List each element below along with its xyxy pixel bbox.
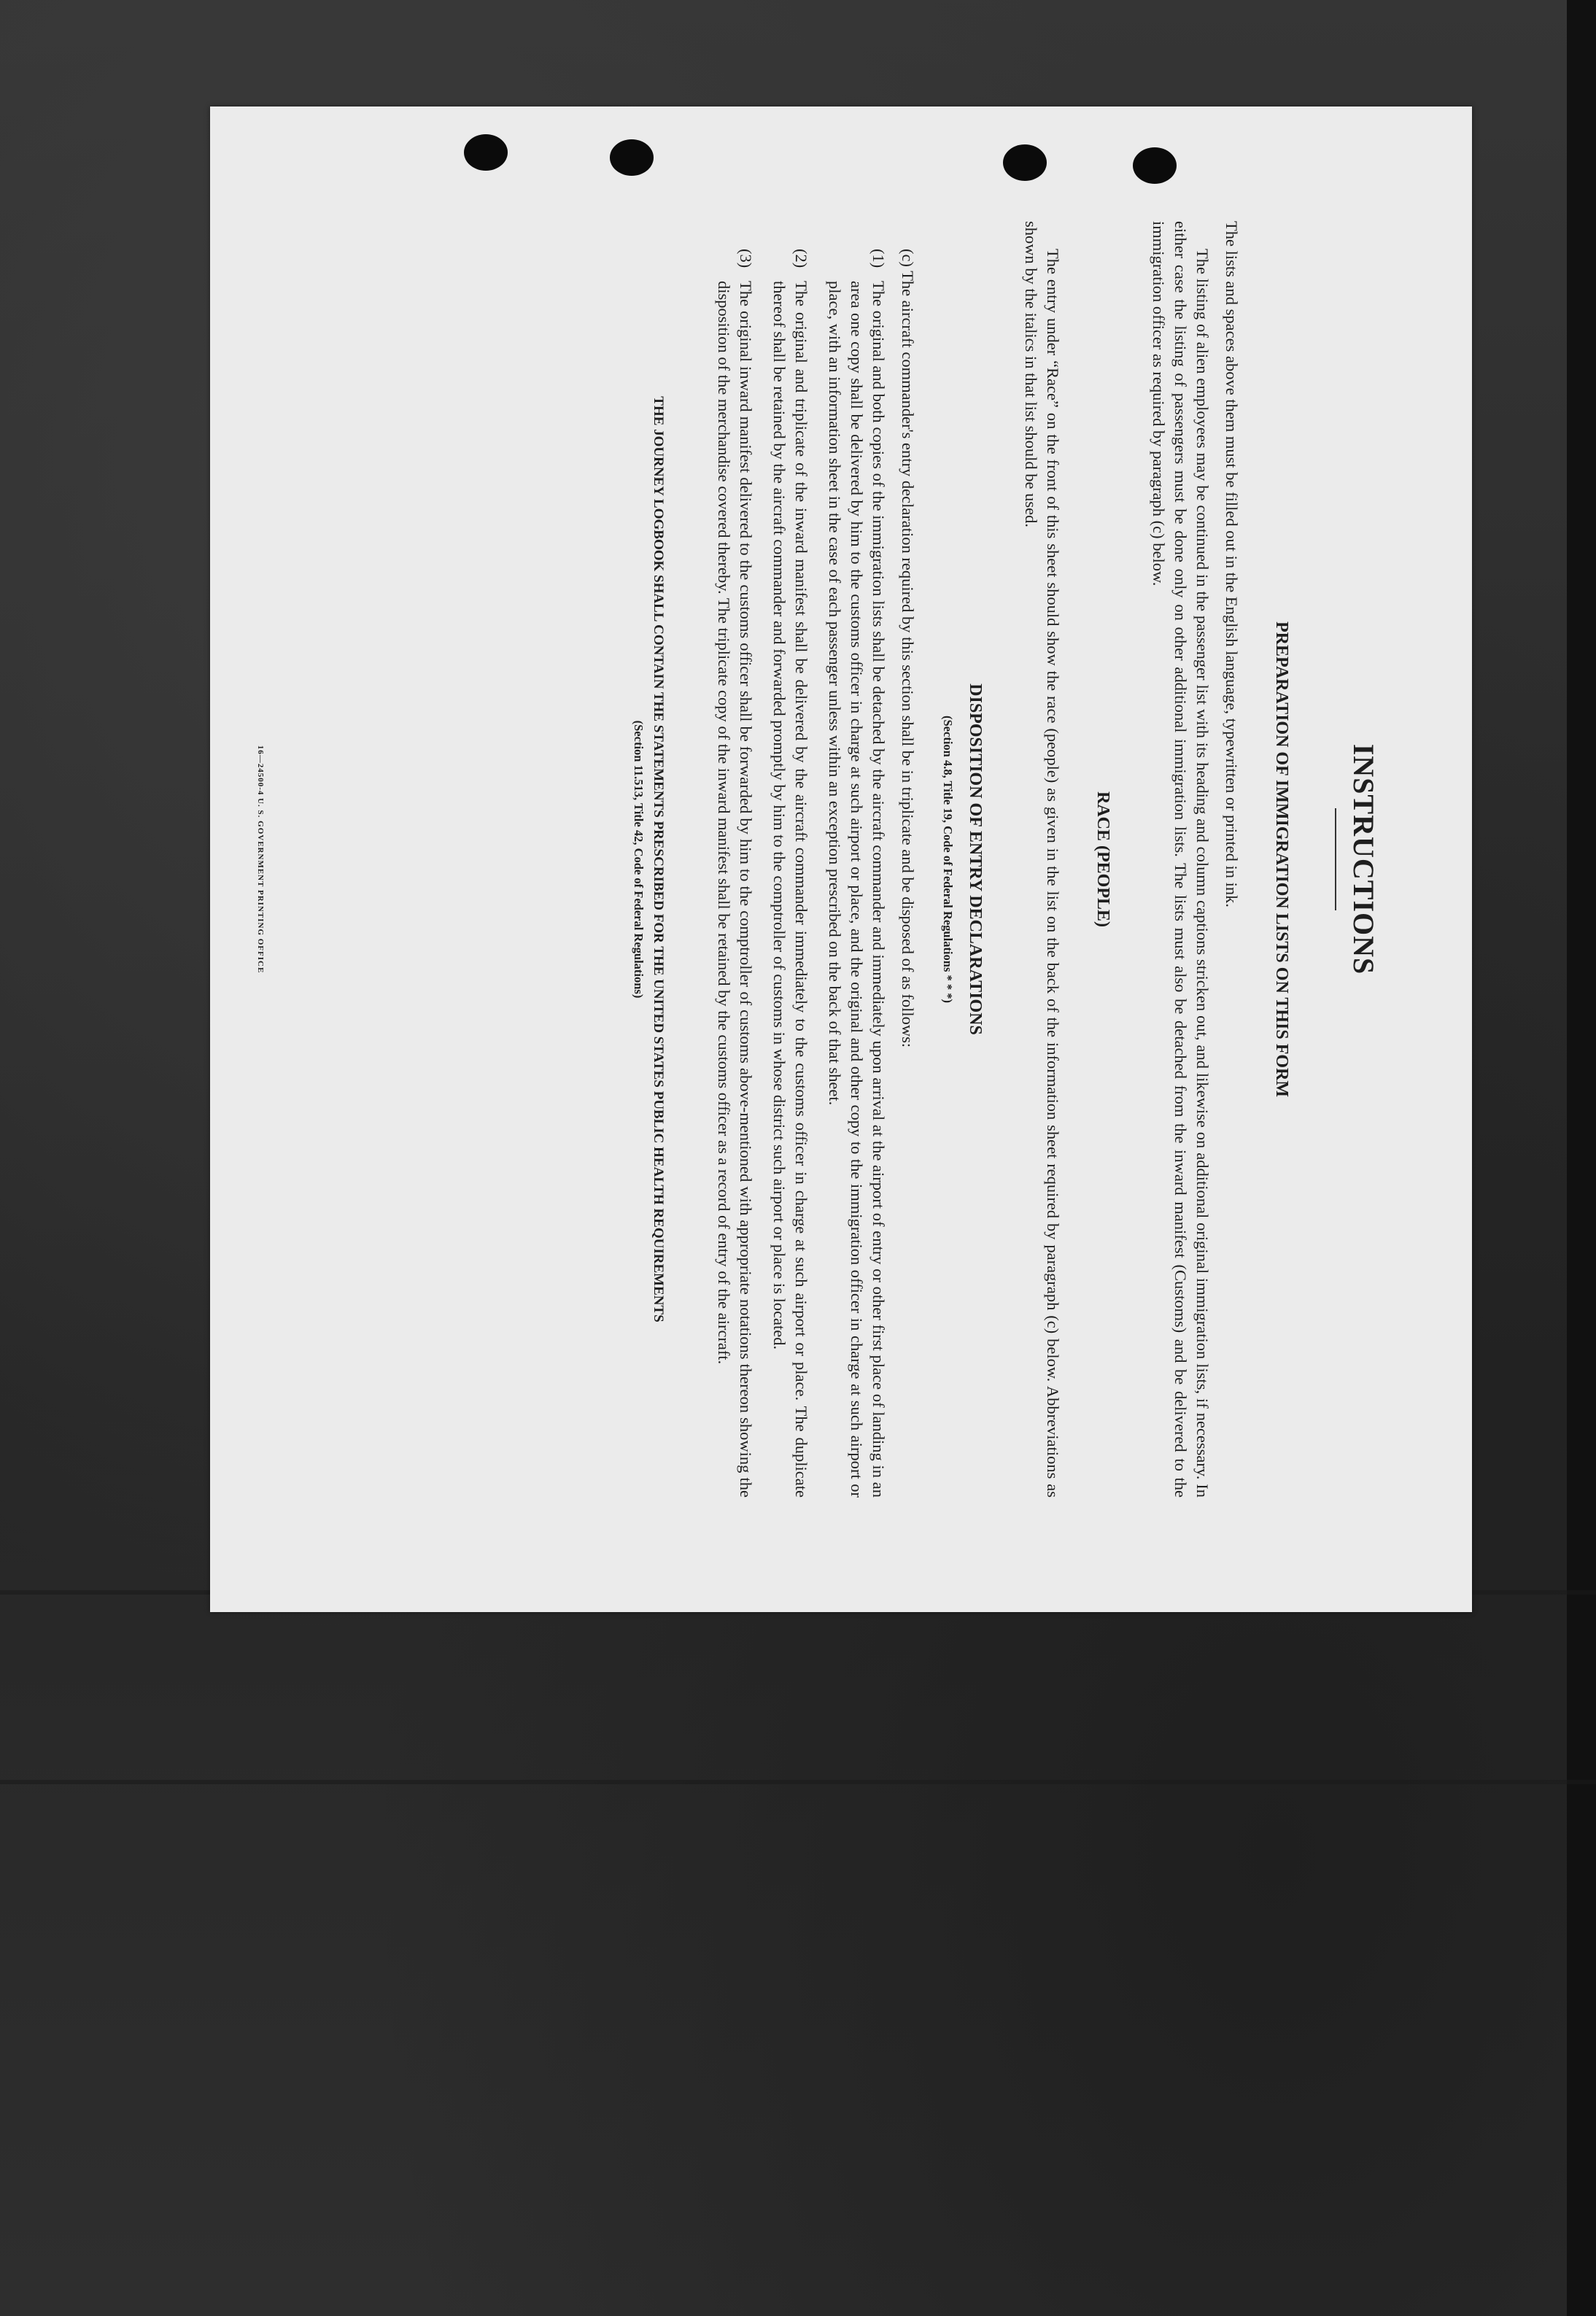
rotated-content [257,185,1425,1534]
punch-hole [464,134,508,171]
paragraph-2: The listing of alien employees may be continued in the passenger list with its heading and column captions stricken out, and likewise on additional original immigration lists, if necessary. In either case the listing of passengers must be done only on other additional immigration lists. The lists must also be detached from the inward manifest (Customs) and be delivered to the immigration officer as required by paragraph (c) below. [1150,221,1212,1498]
footer-citation: (Section 11.513, Title 42, Code of Federal Regulations) [632,720,646,999]
disposition-heading: DISPOSITION OF ENTRY DECLARATIONS [966,683,985,1035]
list-item [812,249,889,1498]
paragraph-1: The lists and spaces above them must be filled out in the English language, typewritten or printed in ink. [1223,221,1241,908]
film-edge [1567,0,1596,2316]
race-text: The entry under “Race” on the front of this sheet should show the race (people) as given in the list on the back of the information sheet required by paragraph (c) below. Abbreviations as shown by the italics in that list should be used. [1022,221,1062,1498]
section-title: PREPARATION OF IMMIGRATION LISTS ON THIS FORM [1272,621,1291,1098]
document-page [210,106,1472,1612]
race-heading: RACE (PEOPLE) [1093,791,1112,927]
printer-line: 16—24500-4 U. S. GOVERNMENT PRINTING OFFICE [256,745,265,974]
item-text: The original inward manifest delivered to the customs officer shall be forwarded by him to the comptroller of customs above-mentioned with appropriate notations thereon showing the disposition of the merchandise covered thereby. The triplicate copy of the inward manifest shall be retained by the customs officer as a record of entry of the aircraft. [715,281,755,1498]
footer-statement: THE JOURNEY LOGBOOK SHALL CONTAIN THE STATEMENTS PRESCRIBED FOR THE UNITED STATES PUBLIC HEALTH REQUIREMENTS [651,396,666,1322]
item-text: The original and both copies of the immigration lists shall be detached by the aircraft commander and immediately upon arrival at the airport of entry or other first place of landing in an area one copy shall be delivered by him to the customs officer in charge at such airport or place, and the original and other copy to the immigration officer in charge at such airport or place, with an information sheet in the case of each passenger unless within an exception prescribed on the back of that sheet. [826,281,888,1498]
list-item [701,249,756,1498]
film-band [0,1780,1596,1784]
punch-hole [1003,144,1047,181]
item-number: (1) [869,249,888,268]
list-item [756,249,812,1498]
item-text: The original and triplicate of the inward manifest shall be delivered by the aircraft commander immediately to the customs officer in charge at such airport or place. The duplicate thereof shall be retained by the aircraft commander and forwarded promptly by him to the comptroller of customs in whose district such airport or place is located. [770,281,810,1498]
item-number: (2) [792,249,810,268]
paragraph-c: (c) The aircraft commander's entry declaration required by this section shall be in triplicate and be disposed of as follows: [899,249,917,1048]
punch-hole [1133,147,1177,184]
disposition-citation: (Section 4.8, Title 19, Code of Federal Regulations * * *) [941,716,955,1003]
punch-hole [610,139,654,176]
page-title: INSTRUCTIONS [1347,743,1380,975]
title-rule [1335,808,1336,910]
item-number: (3) [737,249,755,268]
